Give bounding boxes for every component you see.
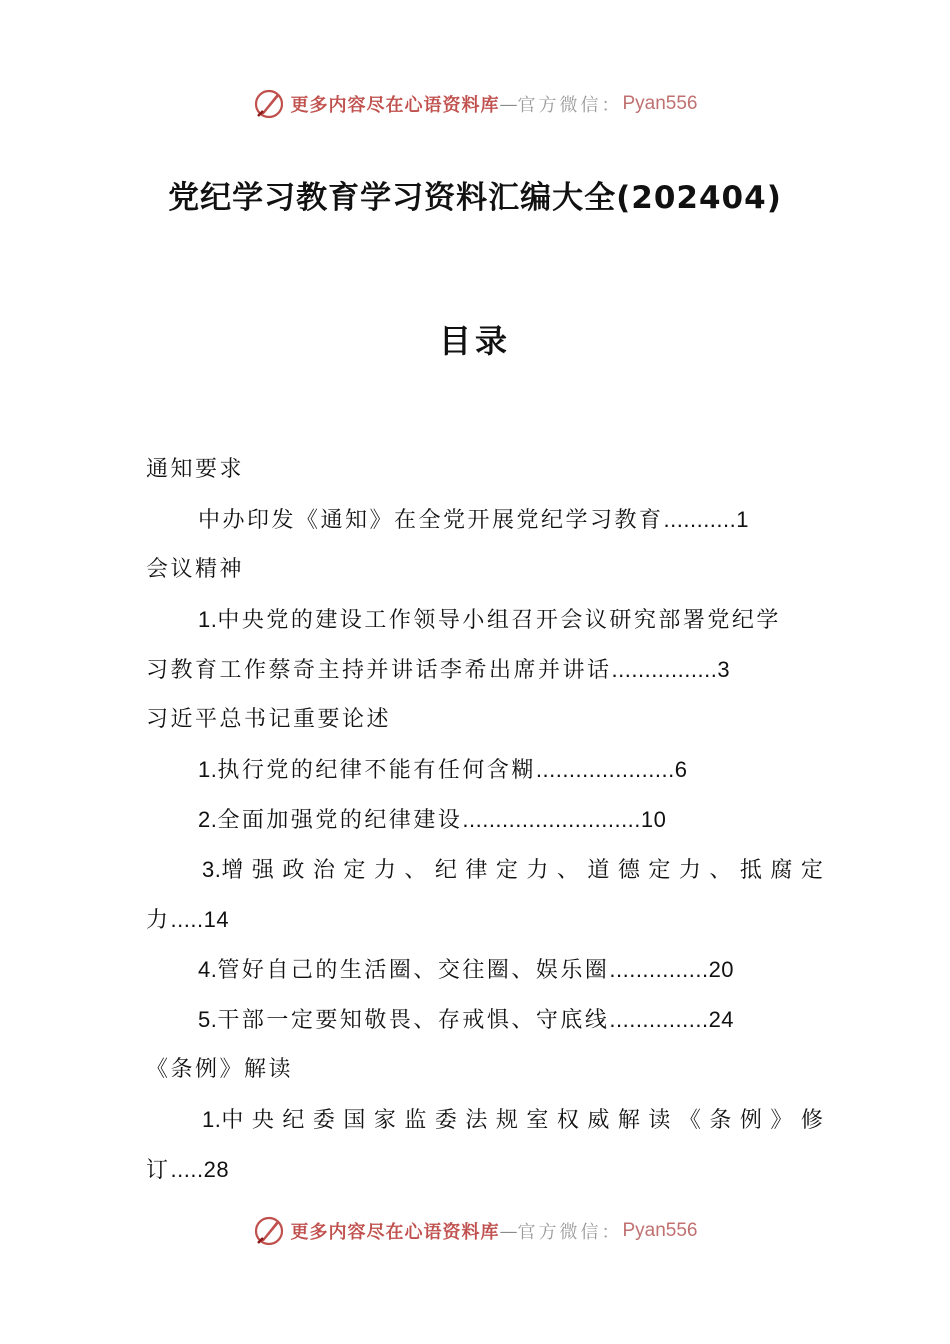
entry-text: 执行党的纪律不能有任何含糊: [217, 758, 536, 783]
toc-heading: 目录: [438, 322, 511, 360]
toc-entry[interactable]: [146, 845, 832, 895]
page-number: 28: [203, 1157, 230, 1182]
section-heading: 会议精神: [146, 557, 245, 582]
toc-entry[interactable]: [146, 995, 806, 1045]
banner-wechat-id: Pyan556: [622, 93, 698, 114]
entry-text: 力: [146, 908, 171, 933]
page-number: 1: [736, 507, 750, 532]
entry-text: 订: [146, 1158, 171, 1183]
entry-number: 1.: [202, 1107, 222, 1132]
header-banner: [0, 84, 950, 124]
entry-text: 中央党的建设工作领导小组召开会议研究部署党纪学: [217, 608, 781, 633]
banner-separator: —: [499, 93, 518, 115]
toc-entry-continuation[interactable]: [146, 645, 806, 695]
leader-dots: ................: [611, 657, 718, 682]
entry-text: 中办印发《通知》在全党开展党纪学习教育: [198, 508, 664, 533]
entry-text: 增强政治定力、纪律定力、道德定力、抵腐定: [221, 858, 832, 883]
page-number: 3: [717, 657, 731, 682]
entry-text: 中央纪委国家监委法规室权威解读《条例》修: [221, 1108, 832, 1133]
section-heading: 通知要求: [146, 457, 245, 482]
banner-contact-label: 官方微信：: [517, 1222, 623, 1243]
leader-dots: ...............: [609, 1007, 709, 1032]
entry-number: 5.: [198, 1007, 218, 1032]
table-of-contents: [146, 445, 832, 1195]
leader-dots: ...........: [663, 507, 737, 532]
toc-entry[interactable]: [146, 1095, 832, 1145]
footer-banner: [0, 1211, 950, 1251]
leader-dots: .....................: [535, 757, 675, 782]
toc-entry[interactable]: [146, 945, 806, 995]
leader-dots: ...............: [609, 957, 709, 982]
banner-wechat-id: Pyan556: [622, 1220, 698, 1241]
toc-entry[interactable]: [146, 595, 806, 645]
quill-logo-icon: [252, 87, 286, 121]
entry-text: 管好自己的生活圈、交往圈、娱乐圈: [217, 958, 610, 983]
toc-entry[interactable]: [146, 495, 806, 545]
leader-dots: ...........................: [462, 807, 641, 832]
document-title: 党纪学习教育学习资料汇编大全(202404): [168, 180, 782, 216]
page-number: 6: [674, 757, 688, 782]
toc-entry-continuation[interactable]: [146, 1145, 806, 1195]
entry-text: 习教育工作蔡奇主持并讲话李希出席并讲话: [146, 658, 612, 683]
leader-dots: .....: [170, 907, 204, 932]
banner-contact-label: 官方微信：: [517, 95, 623, 116]
leader-dots: .....: [170, 1157, 204, 1182]
entry-text: 干部一定要知敬畏、存戒惧、守底线: [217, 1008, 610, 1033]
page-number: 10: [640, 807, 667, 832]
entry-number: 2.: [198, 807, 218, 832]
section-heading: 《条例》解读: [146, 1057, 294, 1082]
banner-separator: —: [499, 1220, 518, 1242]
entry-text: 全面加强党的纪律建设: [217, 808, 463, 833]
banner-brand: 更多内容尽在心语资料库: [290, 1222, 500, 1243]
toc-entry[interactable]: [146, 745, 806, 795]
toc-entry[interactable]: [146, 795, 806, 845]
entry-number: 3.: [202, 857, 222, 882]
entry-number: 1.: [198, 757, 218, 782]
entry-number: 4.: [198, 957, 218, 982]
page-number: 20: [708, 957, 735, 982]
page-number: 14: [203, 907, 230, 932]
toc-entry-continuation[interactable]: [146, 895, 806, 945]
entry-number: 1.: [198, 607, 218, 632]
page-number: 24: [708, 1007, 735, 1032]
banner-brand: 更多内容尽在心语资料库: [290, 95, 500, 116]
quill-logo-icon: [252, 1214, 286, 1248]
section-heading: 习近平总书记重要论述: [146, 707, 392, 732]
